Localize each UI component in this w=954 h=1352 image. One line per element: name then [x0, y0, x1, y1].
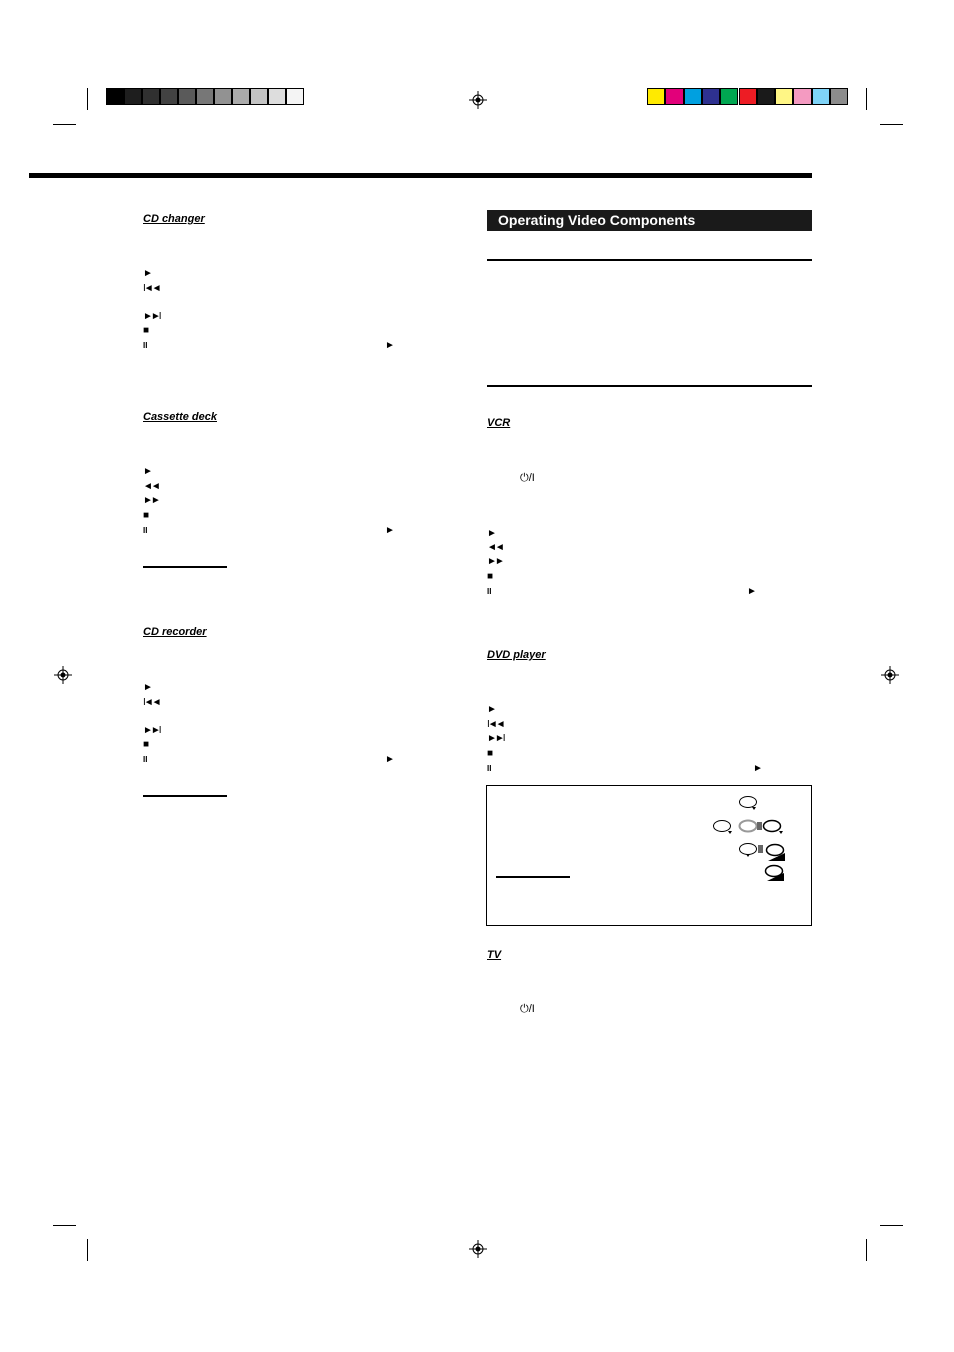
- crop-mark: [53, 1225, 76, 1226]
- gray-swatch: [196, 88, 214, 105]
- gray-swatch: [106, 88, 124, 105]
- cd-recorder-heading: CD recorder: [143, 626, 207, 638]
- color-swatch: [812, 88, 830, 105]
- power-label: ⏻/I: [520, 1003, 535, 1015]
- gray-swatch: [160, 88, 178, 105]
- tv-heading: TV: [487, 949, 502, 961]
- skip-back-icon: I◄◄: [143, 283, 160, 294]
- stop-icon: ■: [143, 325, 150, 336]
- pause-icon: II: [487, 764, 492, 773]
- stop-icon: ■: [487, 571, 494, 582]
- registration-mark-icon: [54, 666, 72, 684]
- registration-mark-icon: [469, 91, 487, 109]
- dvd-player-heading: DVD player: [487, 649, 546, 661]
- color-swatch: [684, 88, 702, 105]
- play-icon: ►: [747, 586, 757, 597]
- color-swatch: [757, 88, 775, 105]
- color-swatch: [647, 88, 665, 105]
- skip-forward-icon: ►►I: [143, 311, 160, 322]
- play-icon: ►: [487, 704, 497, 715]
- dvd-note-box: [486, 785, 812, 926]
- gray-swatch: [142, 88, 160, 105]
- skip-back-icon: I◄◄: [143, 697, 160, 708]
- gray-swatch: [232, 88, 250, 105]
- crop-mark: [880, 124, 903, 125]
- crop-mark: [866, 1239, 867, 1261]
- rewind-icon: ◄◄: [487, 542, 503, 553]
- color-swatch: [702, 88, 720, 105]
- gray-swatch: [178, 88, 196, 105]
- stop-icon: ■: [143, 510, 150, 521]
- crop-mark: [53, 124, 76, 125]
- gray-swatch: [286, 88, 304, 105]
- note-rule: [143, 566, 227, 568]
- section-rule: [487, 385, 812, 387]
- disc-icon: [738, 795, 760, 811]
- play-icon: ►: [143, 466, 153, 477]
- registration-mark-icon: [881, 666, 899, 684]
- play-icon: ►: [385, 340, 395, 351]
- page-header-rule: [29, 173, 812, 178]
- registration-mark-icon: [469, 1240, 487, 1258]
- vcr-heading: VCR: [487, 417, 511, 429]
- play-icon: ►: [487, 528, 497, 539]
- skip-back-icon: I◄◄: [487, 719, 504, 730]
- play-icon: ►: [385, 754, 395, 765]
- fast-forward-icon: ►►: [143, 495, 159, 506]
- skip-forward-icon: ►►I: [487, 733, 504, 744]
- disc-end-icon: [763, 864, 789, 882]
- color-swatch: [775, 88, 793, 105]
- crop-mark: [866, 88, 867, 110]
- color-swatch: [665, 88, 683, 105]
- stop-icon: ■: [487, 748, 494, 759]
- play-icon: ►: [143, 682, 153, 693]
- gray-swatch: [268, 88, 286, 105]
- play-icon: ►: [385, 525, 395, 536]
- skip-forward-icon: ►►I: [143, 725, 160, 736]
- disc-resume-icon: [738, 842, 788, 862]
- pause-icon: II: [143, 526, 148, 535]
- color-swatch: [830, 88, 848, 105]
- gray-swatch: [214, 88, 232, 105]
- section-rule: [487, 259, 812, 261]
- play-icon: ►: [753, 763, 763, 774]
- stop-icon: ■: [143, 739, 150, 750]
- note-rule: [143, 795, 227, 797]
- gray-swatch: [124, 88, 142, 105]
- pause-icon: II: [143, 755, 148, 764]
- rewind-icon: ◄◄: [143, 481, 159, 492]
- crop-mark: [880, 1225, 903, 1226]
- color-swatch: [720, 88, 738, 105]
- pause-icon: II: [487, 587, 492, 596]
- section-title: Operating Video Components: [487, 210, 812, 231]
- pause-icon: II: [143, 341, 148, 350]
- power-label: ⏻/I: [520, 472, 535, 484]
- crop-mark: [87, 1239, 88, 1261]
- color-swatch: [739, 88, 757, 105]
- crop-mark: [87, 88, 88, 110]
- cassette-deck-heading: Cassette deck: [143, 411, 217, 423]
- fast-forward-icon: ►►: [487, 556, 503, 567]
- play-icon: ►: [143, 268, 153, 279]
- note-rule: [496, 876, 570, 878]
- disc-sequence-icon: [712, 818, 788, 836]
- color-swatch: [793, 88, 811, 105]
- gray-swatch: [250, 88, 268, 105]
- cd-changer-heading: CD changer: [143, 213, 205, 225]
